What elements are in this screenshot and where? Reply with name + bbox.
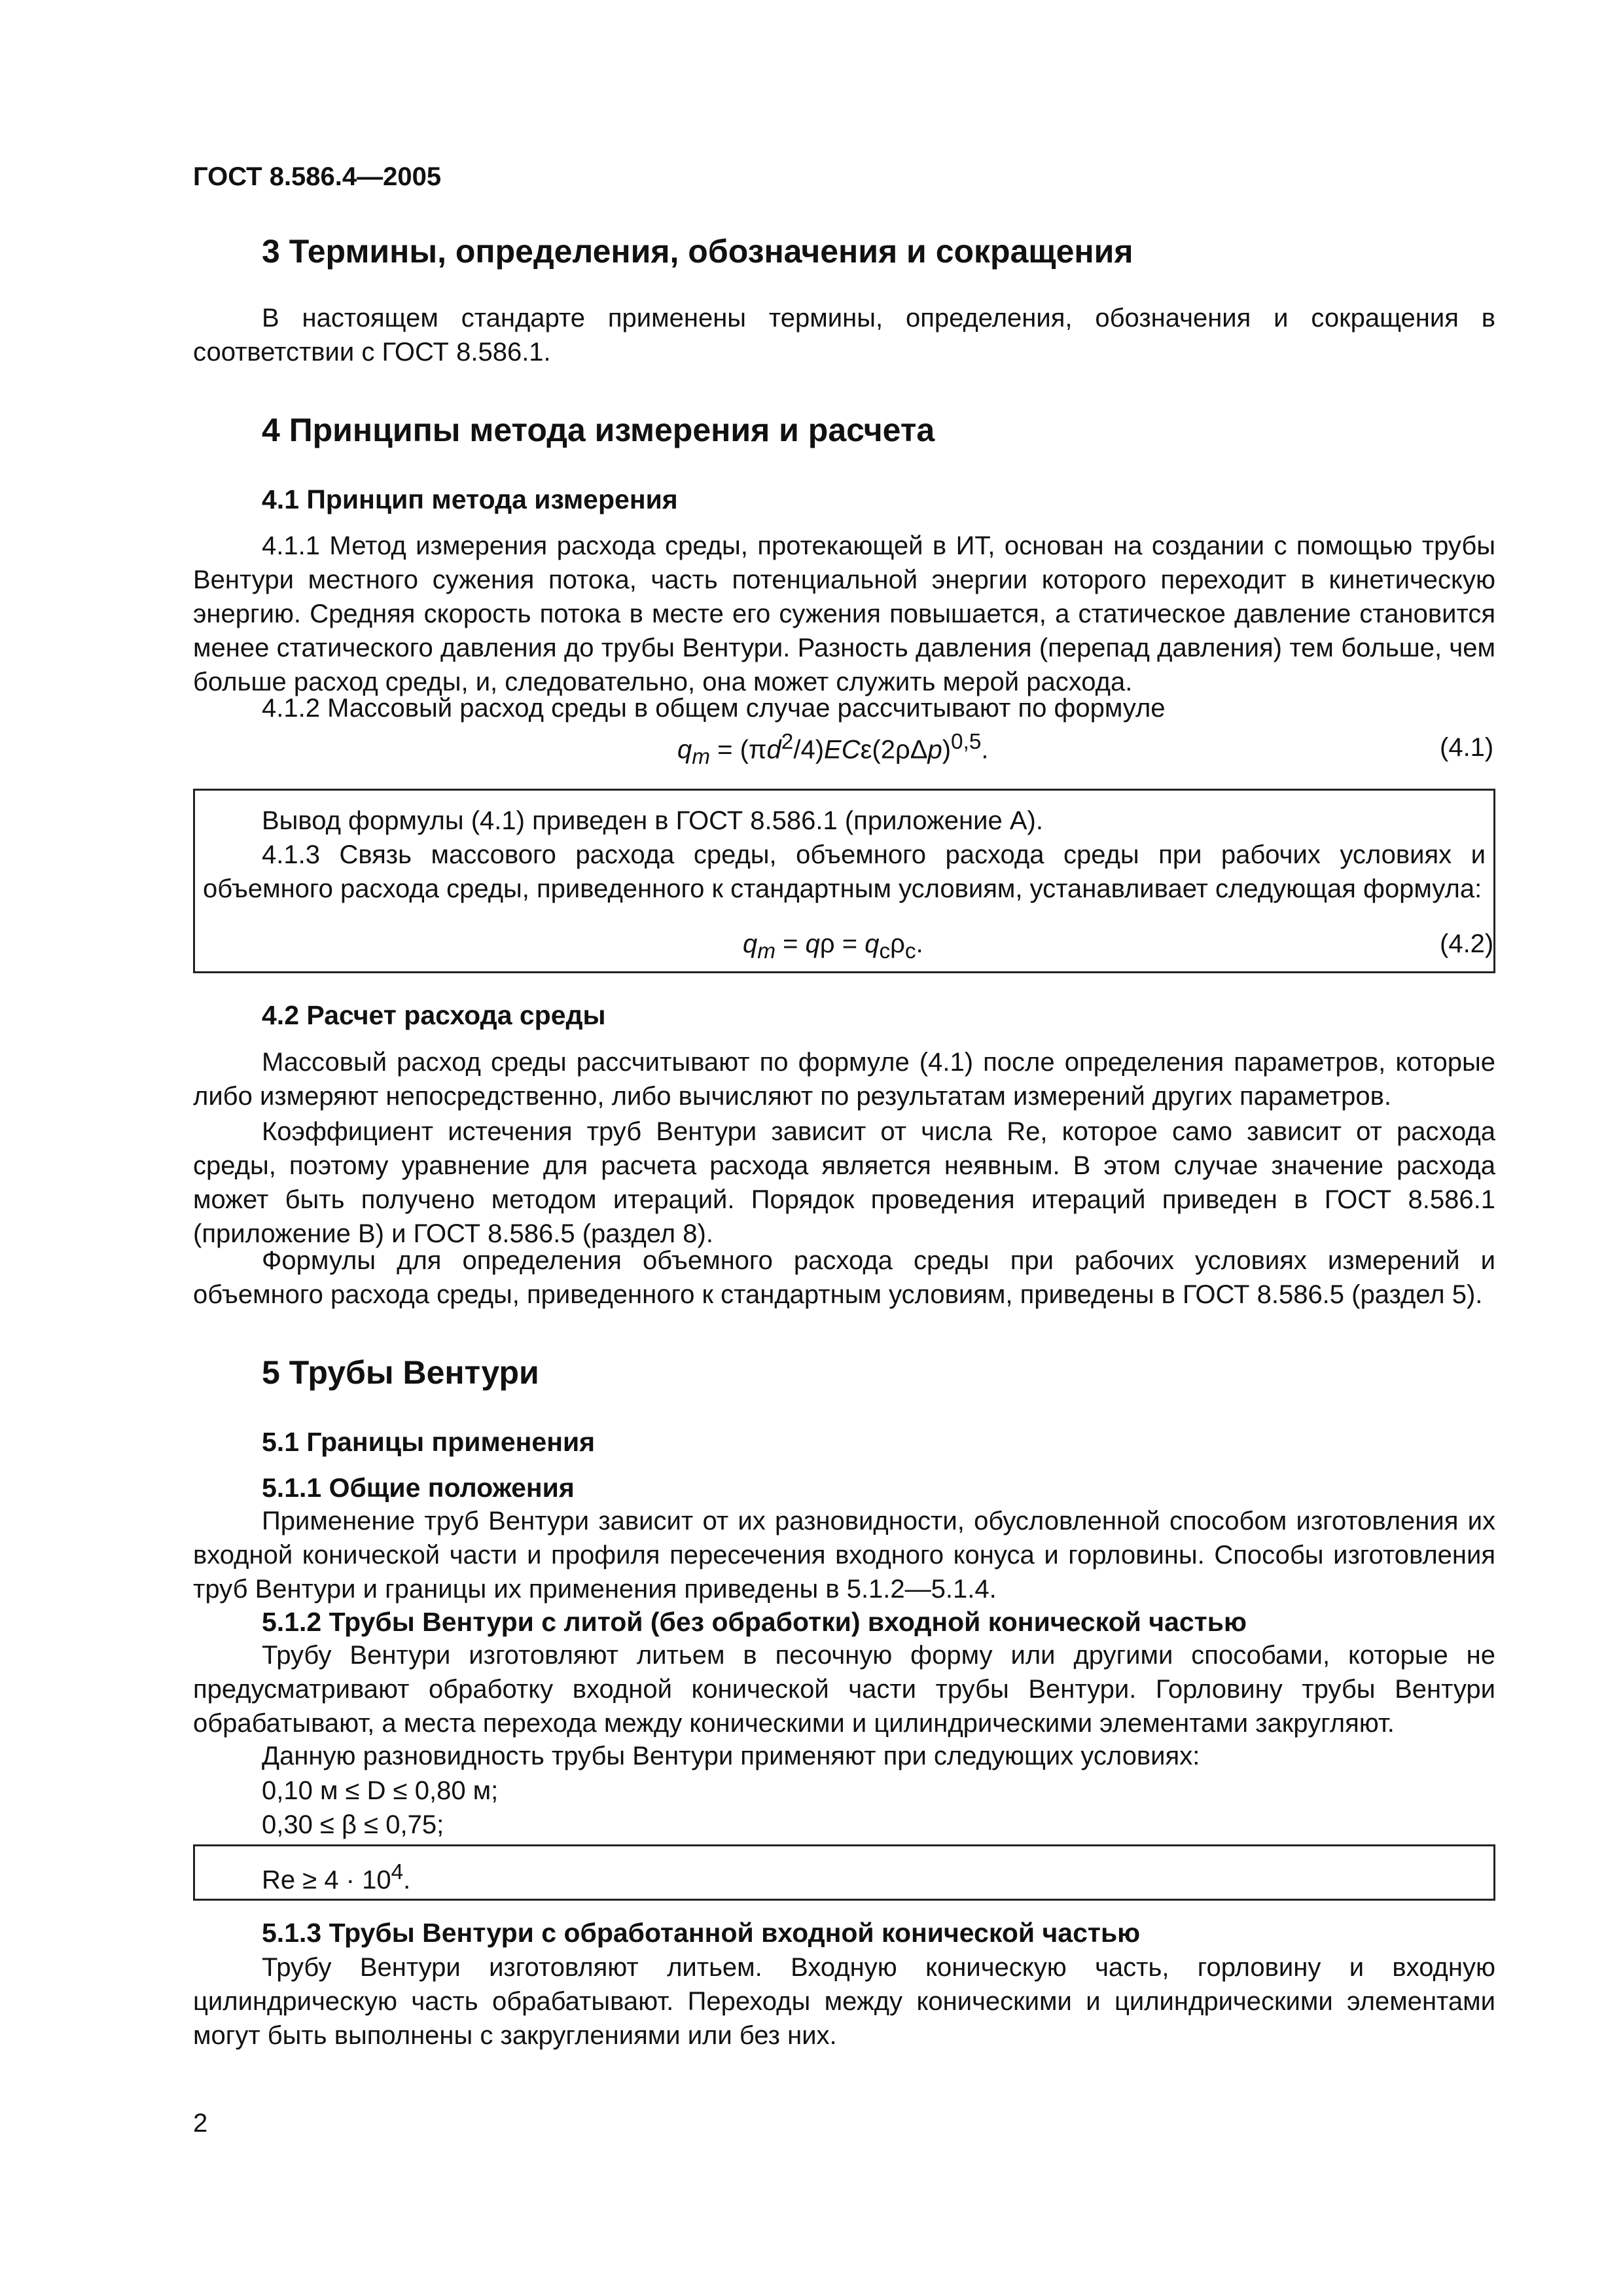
formula-4-2: $q_m = q\rho = q_c\rho_c$. bbox=[743, 929, 923, 963]
page-number: 2 bbox=[193, 2109, 208, 2138]
section-4-title: 4 Принципы метода измерения и расчета bbox=[262, 412, 935, 448]
section-3-text: В настоящем стандарте применены термины, определения, обозначения и сокращения в соответствии с ГОСТ 8.586.1. bbox=[193, 304, 1495, 367]
section-4-1-title: 4.1 Принцип метода измерения bbox=[262, 484, 678, 514]
section-5-title: 5 Трубы Вентури bbox=[262, 1354, 539, 1391]
section-5-1-title: 5.1 Границы применения bbox=[262, 1427, 596, 1457]
section-5-1-3-title: 5.1.3 Трубы Вентури с обработанной входной конической частью bbox=[262, 1918, 1141, 1948]
section-3-title: 3 Термины, определения, обозначения и сокращения bbox=[262, 233, 1133, 270]
condition-diameter: 0,10 м ≤ D ≤ 0,80 м; bbox=[262, 1776, 499, 1805]
box-formula-reference: Вывод формулы (4.1) приведен в ГОСТ 8.586.1 (приложение А). bbox=[262, 806, 1043, 835]
condition-reynolds: $Re \ge 4 \cdot 10^4$. bbox=[262, 1860, 411, 1895]
paragraph-4-1-3: 4.1.3 Связь массового расхода среды, объемного расхода среды при рабочих условиях и объемного расхода среды, приведенного к стандартным условиям, устанавливает следующая формула: bbox=[203, 840, 1486, 903]
paragraph-4-2-c: Формулы для определения объемного расхода среды при рабочих условиях измерений и объемного расхода среды, приведенного к стандартным условиям, приведены в ГОСТ 8.586.5 (раздел 5). bbox=[193, 1246, 1495, 1309]
paragraph-4-1-1: 4.1.1 Метод измерения расхода среды, протекающей в ИТ, основан на создании с помощью трубы Вентури местного сужения потока, часть потенциальной энергии которого переходит в кинетическую энергию. Средняя скорость потока в месте его сужения повышается, а статическое давление становится менее статического давления до трубы Вентури. Разность давления (перепад давления) тем больше, чем больше расход среды, и, следовательно, она может служить мерой расхода. bbox=[193, 531, 1495, 696]
section-5-1-2-title: 5.1.2 Трубы Вентури с литой (без обработки) входной конической частью bbox=[262, 1607, 1247, 1637]
paragraph-4-2-a: Массовый расход среды рассчитывают по формуле (4.1) после определения параметров, которые либо измеряют непосредственно, либо вычисляют по результатам измерений других параметров. bbox=[193, 1048, 1495, 1111]
paragraph-5-1-1: Применение труб Вентури зависит от их разновидности, обусловленной способом изготовления их входной конической части и профиля пересечения входного конуса и горловины. Способы изготовления труб Вентури и границы их применения приведены в 5.1.2—5.1.4. bbox=[193, 1507, 1495, 1604]
document-header: ГОСТ 8.586.4—2005 bbox=[193, 162, 442, 191]
paragraph-5-1-2-b: Данную разновидность трубы Вентури применяют при следующих условиях: bbox=[262, 1742, 1200, 1770]
section-5-1-1-title: 5.1.1 Общие положения bbox=[262, 1473, 575, 1503]
equation-number-4-1: (4.1) bbox=[1440, 733, 1494, 762]
formula-4-1: $q_m = (\pi d^2/4)EC\varepsilon(2\rho\Delta p)^{0,5}$. bbox=[677, 730, 989, 770]
paragraph-5-1-3: Трубу Вентури изготовляют литьем. Входную коническую часть, горловину и входную цилиндрическую часть обрабатывают. Переходы между коническими и цилиндрическими элементами могут быть выполнены с закруглениями или без них. bbox=[193, 1953, 1495, 2050]
section-4-2-title: 4.2 Расчет расхода среды bbox=[262, 1000, 606, 1030]
equation-number-4-2: (4.2) bbox=[1440, 929, 1494, 958]
paragraph-4-1-2: 4.1.2 Массовый расход среды в общем случае рассчитывают по формуле bbox=[262, 694, 1166, 723]
paragraph-4-2-b: Коэффициент истечения труб Вентури зависит от числа Re, которое само зависит от расхода среды, поэтому уравнение для расчета расхода является неявным. В этом случае значение расхода может быть получено методом итераций. Порядок проведения итераций приведен в ГОСТ 8.586.1 (приложение В) и ГОСТ 8.586.5 (раздел 8). bbox=[193, 1117, 1495, 1248]
condition-beta: 0,30 ≤ β ≤ 0,75; bbox=[262, 1810, 444, 1839]
paragraph-5-1-2-a: Трубу Вентури изготовляют литьем в песочную форму или другими способами, которые не предусматривают обработку входной конической части трубы Вентури. Горловину трубы Вентури обрабатывают, а места перехода между коническими и цилиндрическими элементами закругляют. bbox=[193, 1641, 1495, 1738]
